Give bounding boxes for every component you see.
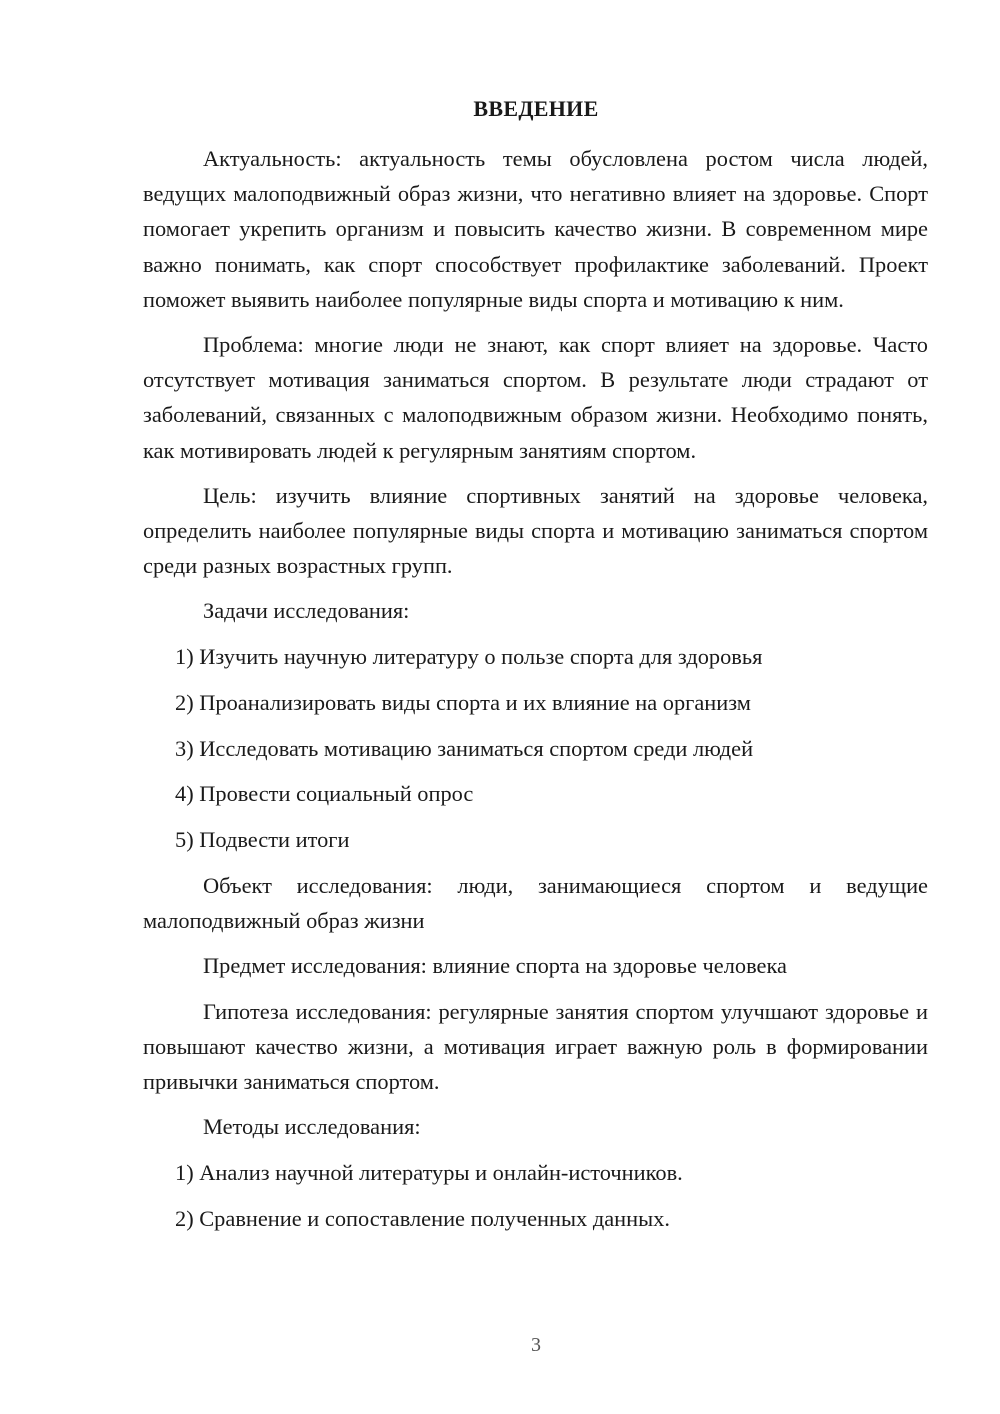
task-item: 4) Провести социальный опрос <box>175 781 474 807</box>
task-item: 2) Проанализировать виды спорта и их влияние на организм <box>175 689 751 715</box>
relevance-paragraph: Актуальность: актуальность темы обусловлена ростом числа людей, ведущих малоподвижный образ жизни, что негативно влияет на здоровье. Спорт помогает укрепить организм и повысить качество жизни. В современном мире важно понимать, как спорт способствует профилактике заболеваний. Проект поможет выявить наиболее популярные виды спорта и мотивацию к ним. <box>143 146 928 312</box>
method-item: 2) Сравнение и сопоставление полученных данных. <box>175 1205 670 1231</box>
hypothesis-paragraph: Гипотеза исследования: регулярные занятия спортом улучшают здоровье и повышают качество жизни, а мотивация играет важную роль в формировании привычки заниматься спортом. <box>143 998 928 1095</box>
method-item: 1) Анализ научной литературы и онлайн-источников. <box>175 1160 683 1186</box>
page-number: 3 <box>531 1334 541 1356</box>
methods-label: Методы исследования: <box>203 1114 421 1140</box>
task-item: 3) Исследовать мотивацию заниматься спортом среди людей <box>175 735 754 761</box>
subject-paragraph: Предмет исследования: влияние спорта на здоровье человека <box>203 953 787 979</box>
heading-text: ВВЕДЕНИЕ <box>473 96 599 121</box>
problem-paragraph: Проблема: многие люди не знают, как спорт влияет на здоровье. Часто отсутствует мотивация заниматься спортом. В результате люди страдают от заболеваний, связанных с малоподвижным образом жизни. Необходимо понять, как мотивировать людей к регулярным занятиям спортом. <box>143 332 928 463</box>
tasks-label: Задачи исследования: <box>203 598 410 624</box>
task-item: 5) Подвести итоги <box>175 826 350 852</box>
section-heading <box>36 96 1000 122</box>
goal-paragraph: Цель: изучить влияние спортивных занятий на здоровье человека, определить наиболее популярные виды спорта и мотивацию заниматься спортом среди разных возрастных групп. <box>143 482 928 579</box>
body-text <box>143 141 928 1246</box>
object-paragraph: Объект исследования: люди, занимающиеся спортом и ведущие малоподвижный образ жизни <box>143 872 928 933</box>
task-item: 1) Изучить научную литературу о пользе спорта для здоровья <box>175 644 763 670</box>
